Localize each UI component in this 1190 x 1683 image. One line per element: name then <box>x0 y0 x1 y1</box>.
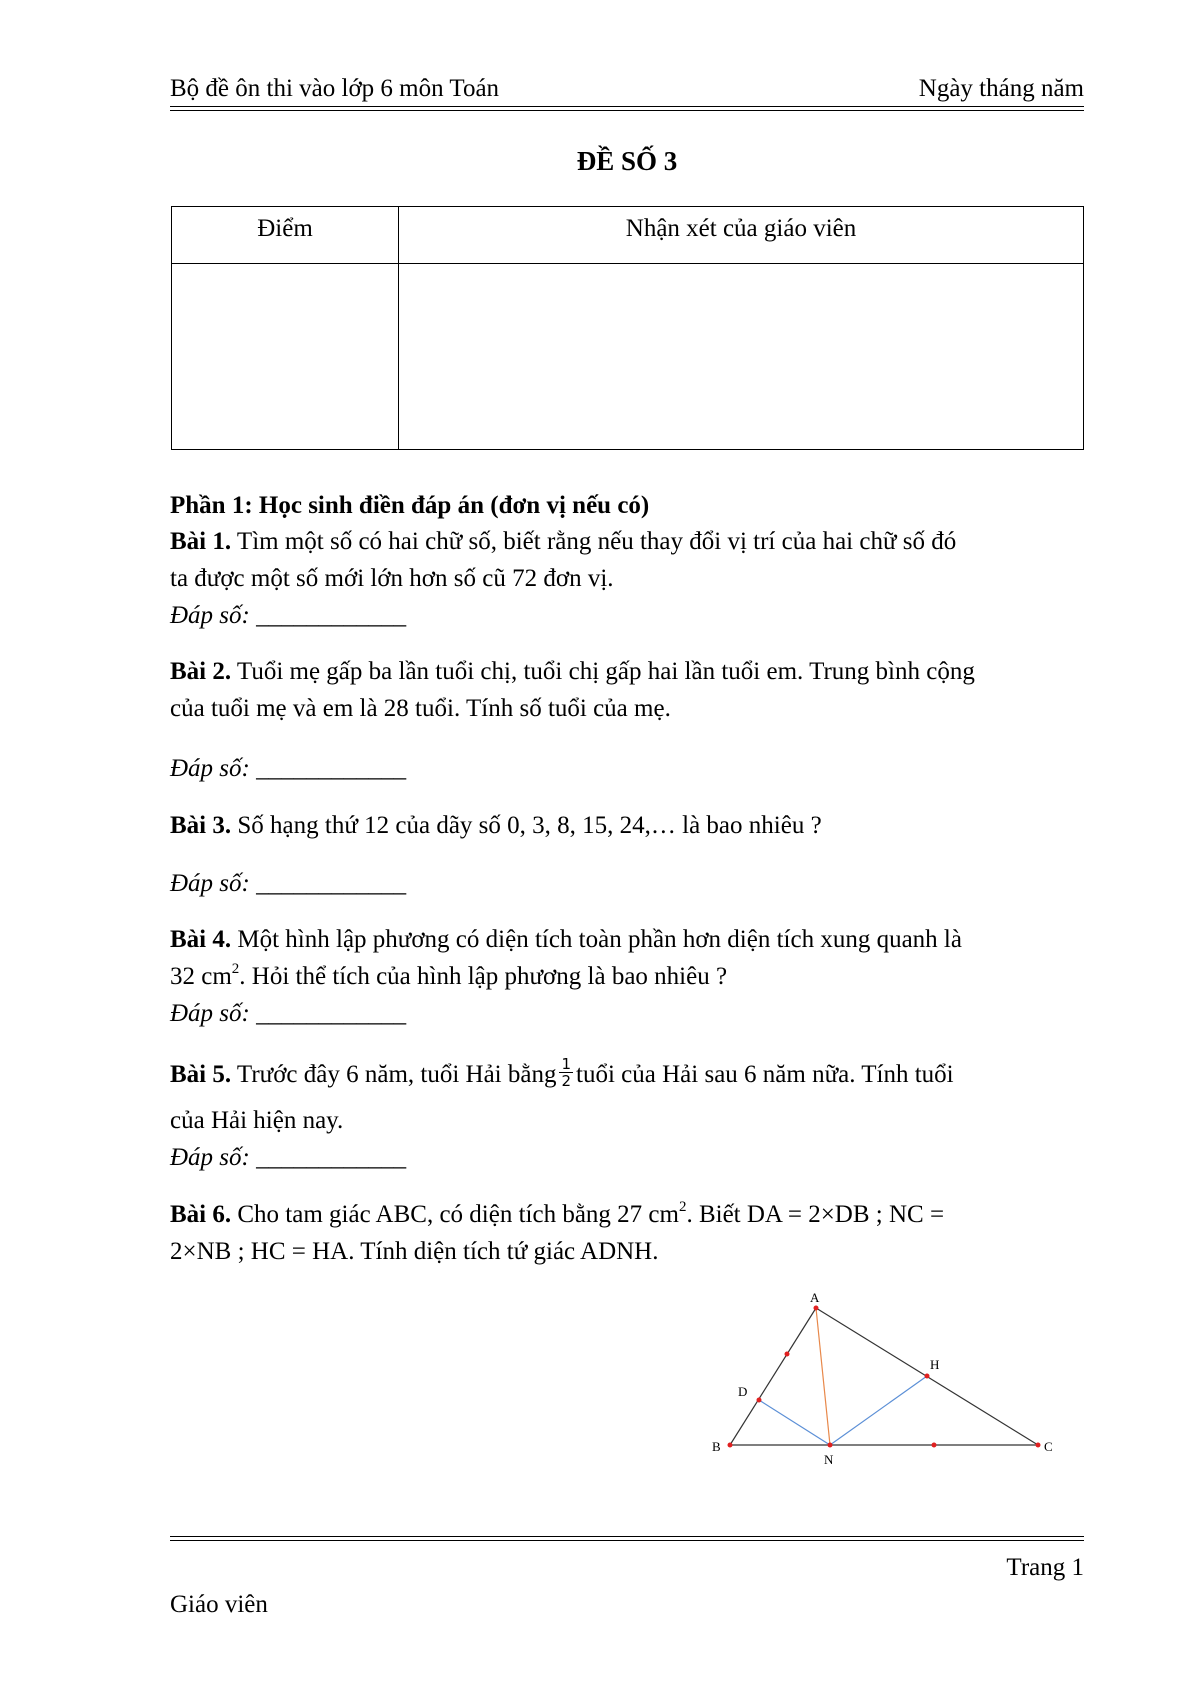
label-n: N <box>824 1452 834 1467</box>
bai6-text1b: . Biết DA = 2×DB ; NC = <box>686 1201 945 1228</box>
bai6-line1 <box>170 1200 944 1230</box>
bai6-label: Bài 6. <box>170 1201 232 1228</box>
score-cell[interactable] <box>172 264 399 450</box>
bai1-line2: ta được một số mới lớn hơn số cũ 72 đơn vị. <box>170 565 614 592</box>
bai3-text1: Số hạng thứ 12 của dãy số 0, 3, 8, 15, 24,… là bao nhiêu ? <box>231 812 822 839</box>
fraction-numerator: 1 <box>561 1055 572 1073</box>
bai1-text1: Tìm một số có hai chữ số, biết rằng nếu thay đổi vị trí của hai chữ số đó <box>231 528 957 555</box>
bai2-line1 <box>170 657 975 687</box>
bai2-label: Bài 2. <box>170 658 232 685</box>
bai5-line1 <box>170 1055 954 1093</box>
segment-dn <box>759 1400 830 1445</box>
point-b <box>728 1443 733 1448</box>
answer-blank[interactable]: ____________ <box>249 1000 407 1027</box>
exam-title: ĐỀ SỐ 3 <box>576 146 678 176</box>
footer-rule-top <box>170 1536 1084 1537</box>
bai1-answer <box>170 601 406 631</box>
label-b: B <box>712 1439 721 1454</box>
segment-an <box>816 1308 830 1445</box>
point-n <box>828 1443 833 1448</box>
fraction-denominator: 2 <box>561 1072 572 1090</box>
segment-nh <box>830 1376 927 1445</box>
bai2-answer <box>170 754 406 784</box>
point-h <box>925 1374 930 1379</box>
bai4-text1: Một hình lập phương có diện tích toàn phần hơn diện tích xung quanh là <box>231 926 962 953</box>
one-half-fraction <box>559 1056 573 1089</box>
bai3-answer <box>170 869 406 899</box>
answer-blank[interactable]: ____________ <box>249 755 407 782</box>
bai5-label: Bài 5. <box>170 1061 232 1089</box>
point-a <box>814 1306 819 1311</box>
bai1-label: Bài 1. <box>170 528 232 555</box>
score-header: Điểm <box>172 207 399 264</box>
bai5-line2: của Hải hiện nay. <box>170 1107 344 1134</box>
answer-blank[interactable]: ____________ <box>249 870 407 897</box>
bai5-text1b: tuổi của Hải sau 6 năm nữa. Tính tuổi <box>576 1061 954 1089</box>
bai6-sup: 2 <box>678 1198 687 1215</box>
part1-heading: Phần 1: Học sinh điền đáp án (đơn vị nếu có) <box>170 492 650 519</box>
answer-label: Đáp số: <box>170 870 250 897</box>
point-d <box>757 1398 762 1403</box>
bai5-answer <box>170 1143 406 1173</box>
page-number: Trang 1 <box>1006 1554 1084 1581</box>
header-title: Bộ đề ôn thi vào lớp 6 môn Toán <box>170 75 500 102</box>
triangle-figure <box>700 1280 1060 1470</box>
footer-teacher: Giáo viên <box>170 1591 268 1618</box>
bai2-text1: Tuổi mẹ gấp ba lần tuổi chị, tuổi chị gấp hai lần tuổi em. Trung bình cộng <box>231 658 975 685</box>
label-h: H <box>930 1357 940 1372</box>
bai6-text1a: Cho tam giác ABC, có diện tích bằng 27 cm <box>231 1201 679 1228</box>
bai4-text2a: 32 cm <box>170 963 232 990</box>
bai4-line2 <box>170 962 727 992</box>
label-c: C <box>1044 1439 1053 1454</box>
header-rule-top <box>170 106 1084 107</box>
point-ab-mark <box>785 1352 790 1357</box>
bai4-text2b: . Hỏi thể tích của hình lập phương là bao nhiêu ? <box>239 963 728 990</box>
label-d: D <box>738 1384 748 1399</box>
point-c <box>1036 1443 1041 1448</box>
bai3-line1 <box>170 811 822 841</box>
answer-label: Đáp số: <box>170 1000 250 1027</box>
answer-label: Đáp số: <box>170 755 250 782</box>
footer-rule-bottom <box>170 1540 1084 1541</box>
bai4-sup: 2 <box>231 960 240 977</box>
bai1-line1 <box>170 527 956 557</box>
point-bc-mark <box>932 1443 937 1448</box>
bai6-line2: 2×NB ; HC = HA. Tính diện tích tứ giác ADNH. <box>170 1238 659 1265</box>
header-date: Ngày tháng năm <box>918 75 1084 102</box>
answer-blank[interactable]: ____________ <box>249 1144 407 1171</box>
answer-label: Đáp số: <box>170 1144 250 1171</box>
bai5-text1a: Trước đây 6 năm, tuổi Hải bằng <box>231 1061 557 1089</box>
bai4-label: Bài 4. <box>170 926 232 953</box>
bai3-label: Bài 3. <box>170 812 232 839</box>
comment-cell[interactable] <box>399 264 1084 450</box>
comment-header: Nhận xét của giáo viên <box>399 207 1084 264</box>
header-rule-bottom <box>170 110 1084 111</box>
grade-table <box>171 206 1084 450</box>
bai4-line1 <box>170 925 962 955</box>
bai2-line2: của tuổi mẹ và em là 28 tuổi. Tính số tuổi của mẹ. <box>170 695 671 722</box>
side-ab <box>730 1308 816 1445</box>
answer-blank[interactable]: ____________ <box>249 602 407 629</box>
answer-label: Đáp số: <box>170 602 250 629</box>
label-a: A <box>810 1290 820 1305</box>
bai4-answer <box>170 999 406 1029</box>
